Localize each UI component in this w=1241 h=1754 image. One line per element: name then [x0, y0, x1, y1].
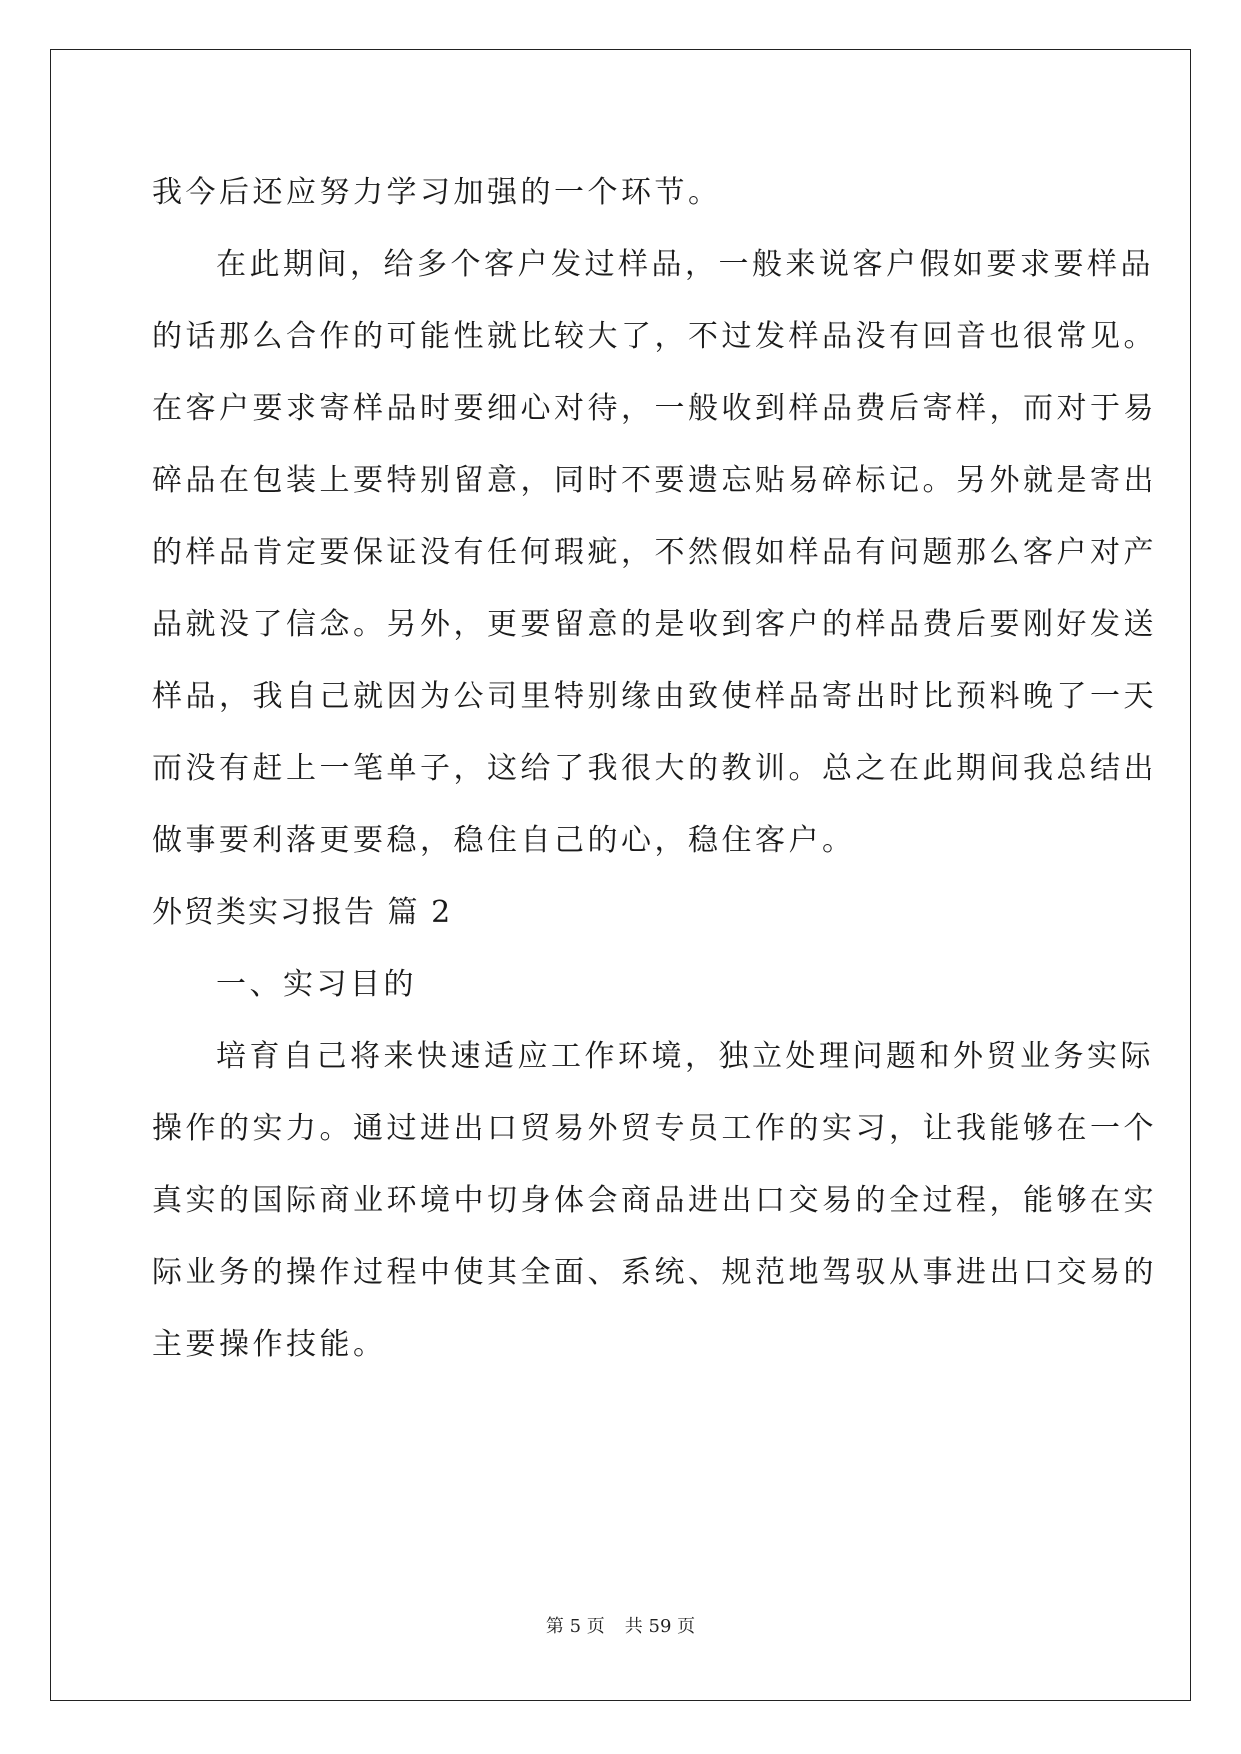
section-heading: 外贸类实习报告 篇 2	[152, 895, 453, 930]
document-body	[152, 157, 1157, 1381]
text-line: 操作的实力。通过进出口贸易外贸专员工作的实习，让我能够在一个	[152, 1111, 1157, 1146]
text-line: 在此期间，给多个客户发过样品，一般来说客户假如要求要样品	[216, 247, 1154, 282]
text-line: 际业务的操作过程中使其全面、系统、规范地驾驭从事进出口交易的	[152, 1255, 1157, 1290]
text-line: 的话那么合作的可能性就比较大了，不过发样品没有回音也很常见。	[152, 319, 1157, 354]
page-footer	[0, 1612, 1241, 1638]
page-number: 第 5 页	[545, 1616, 605, 1637]
text-line: 碎品在包装上要特别留意，同时不要遗忘贴易碎标记。另外就是寄出	[152, 463, 1157, 498]
text-line: 的样品肯定要保证没有任何瑕疵，不然假如样品有问题那么客户对产	[152, 535, 1157, 570]
text-line: 培育自己将来快速适应工作环境，独立处理问题和外贸业务实际	[216, 1039, 1154, 1074]
text-line: 一、实习目的	[216, 967, 417, 1002]
text-line: 品就没了信念。另外，更要留意的是收到客户的样品费后要刚好发送	[152, 607, 1157, 642]
text-line: 在客户要求寄样品时要细心对待，一般收到样品费后寄样，而对于易	[152, 391, 1157, 426]
text-line: 做事要利落更要稳，稳住自己的心，稳住客户。	[152, 823, 856, 858]
text-line: 主要操作技能。	[152, 1327, 387, 1362]
text-line: 而没有赶上一笔单子，这给了我很大的教训。总之在此期间我总结出	[152, 751, 1157, 786]
text-line: 我今后还应努力学习加强的一个环节。	[152, 175, 722, 210]
text-line: 真实的国际商业环境中切身体会商品进出口交易的全过程，能够在实	[152, 1183, 1157, 1218]
text-line: 样品，我自己就因为公司里特别缘由致使样品寄出时比预料晚了一天	[152, 679, 1157, 714]
total-pages: 共 59 页	[624, 1616, 696, 1637]
